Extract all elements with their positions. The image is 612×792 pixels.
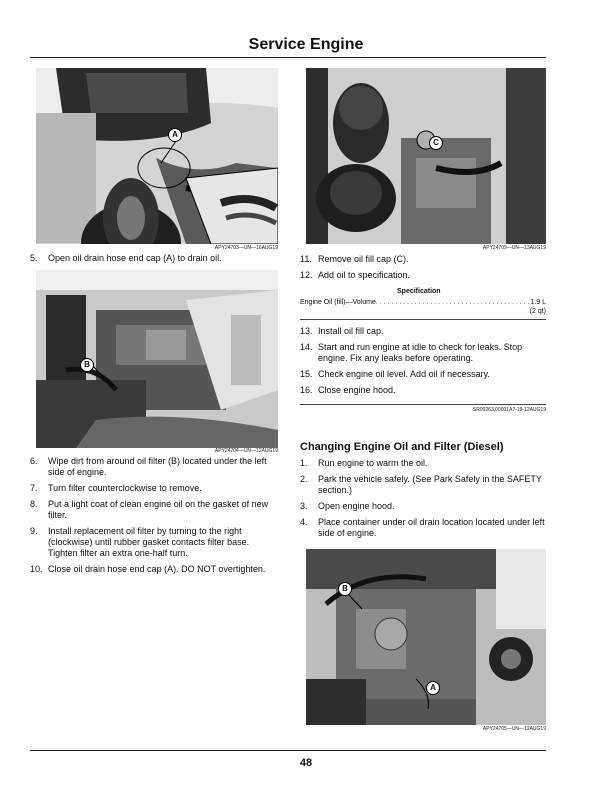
figure-drain-hose: [36, 68, 278, 244]
list-item: 4. Place container under oil drain location located under left side of engine.: [300, 517, 545, 538]
list-item: 16. Close engine hood.: [300, 385, 396, 395]
left-step-list-2: [30, 456, 280, 580]
figure-oil-fill-cap: [306, 68, 546, 244]
list-item: 7. Turn filter counterclockwise to remove.: [30, 483, 202, 493]
callout-c: C: [429, 136, 443, 150]
figure-oil-filter: [36, 270, 278, 448]
header-rule: [30, 57, 546, 58]
reference-rule: [300, 404, 546, 405]
callout-b: B: [338, 582, 352, 596]
list-item: 1. Run engine to warm the oil.: [300, 458, 428, 468]
list-item: 6. Wipe dirt from around oil filter (B) located under the left side of engine.: [30, 456, 267, 477]
list-item: 3. Open engine hood.: [300, 501, 395, 511]
specification-label: Engine Oil (fill)—Volume: [300, 299, 376, 306]
section-step-list: [300, 458, 550, 544]
figure-caption: APY24705—UN—12AUG19: [482, 726, 546, 732]
list-item: 13. Install oil fill cap.: [300, 326, 384, 336]
list-item: 8. Put a light coat of clean engine oil on the gasket of new filter.: [30, 499, 269, 520]
list-item: 12. Add oil to specification.: [300, 270, 411, 280]
figure-caption: APY24704—UN—12AUG19: [214, 448, 278, 454]
list-item: 5. Open oil drain hose end cap (A) to drain oil.: [30, 253, 222, 263]
list-item: 9. Install replacement oil filter by turning to the right (clockwise) until rubber gasket contacts filter base. Tighten filter an extra one-half turn.: [30, 526, 250, 558]
callout-b: B: [80, 358, 94, 372]
callout-a: A: [426, 681, 440, 695]
right-step-list-1: [300, 254, 550, 286]
left-step-list-1: [30, 253, 280, 269]
callout-a: A: [168, 128, 182, 142]
footer-rule: [30, 750, 546, 751]
specification-row: [300, 299, 546, 306]
right-step-list-2: [300, 326, 550, 401]
specification-value: 1.9 L: [530, 299, 546, 306]
leader-dots: [376, 299, 531, 306]
section-heading: Changing Engine Oil and Filter (Diesel): [300, 441, 504, 453]
list-item: 15. Check engine oil level. Add oil if necessary.: [300, 369, 490, 379]
figure-caption: APY24703—UN—16AUG19: [214, 245, 278, 251]
list-item: 14. Start and run engine at idle to check for leaks. Stop engine. Fix any leaks before operating.: [300, 342, 523, 363]
page-title: Service Engine: [248, 36, 364, 53]
page-number: 48: [299, 757, 313, 769]
figure-caption: APY24709—UN—13AUG19: [482, 245, 546, 251]
spec-rule: [300, 319, 546, 320]
list-item: 2. Park the vehicle safely. (See Park Safely in the SAFETY section.): [300, 474, 542, 495]
list-item: 11. Remove oil fill cap (C).: [300, 254, 409, 264]
specification-heading: Specification: [397, 288, 441, 295]
reference-code: SR99263,00001A7-19-12AUG19: [472, 407, 546, 413]
figure-diesel-engine: [306, 549, 546, 725]
list-item: 10. Close oil drain hose end cap (A). DO NOT overtighten.: [30, 564, 266, 574]
specification-alt-value: (2 qt): [529, 308, 546, 315]
